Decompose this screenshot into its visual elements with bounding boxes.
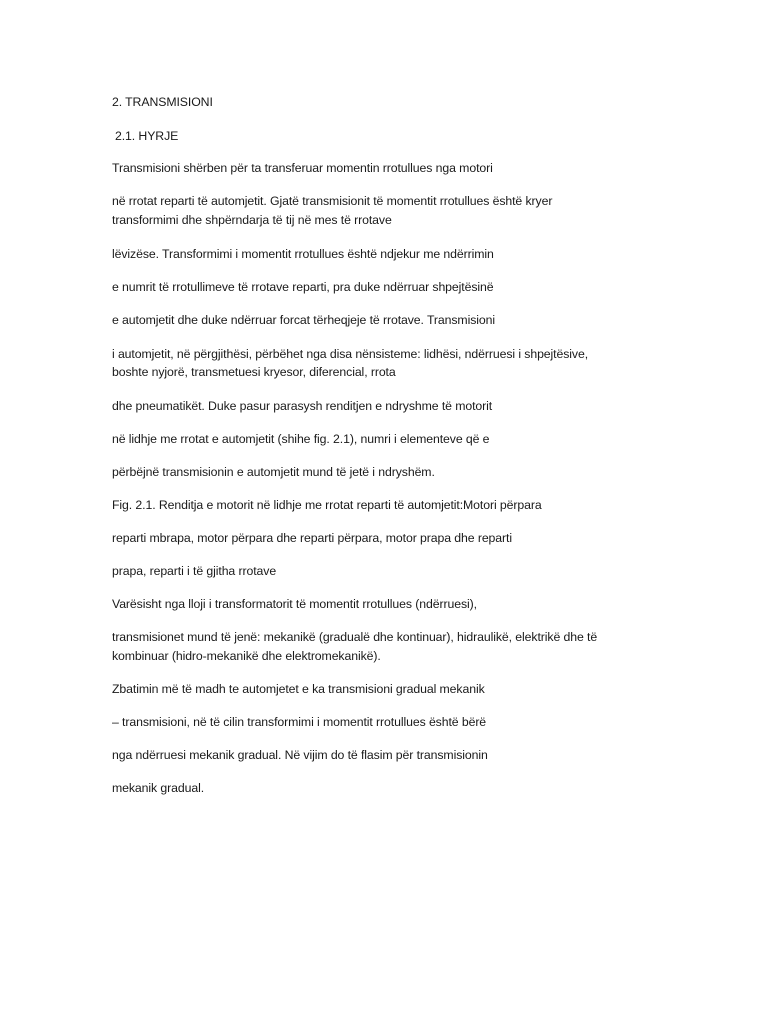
paragraph-line: mekanik gradual. [112, 781, 205, 795]
paragraph-line: Zbatimin më të madh te automjetet e ka transmisioni gradual mekanik [112, 682, 485, 696]
figure-caption-line: reparti mbrapa, motor përpara dhe reparti përpara, motor prapa dhe reparti [112, 531, 512, 545]
figure-caption-line: prapa, reparti i të gjitha rrotave [112, 564, 277, 578]
paragraph-line: e numrit të rrotullimeve të rrotave reparti, pra duke ndërruar shpejtësinë [112, 280, 494, 294]
paragraph-line: në rrotat reparti të automjetit. Gjatë transmisionit të momentit rrotullues është kryer [112, 194, 553, 208]
paragraph-line: përbëjnë transmisionin e automjetit mund të jetë i ndryshëm. [112, 465, 435, 479]
paragraph-line: kombinuar (hidro-mekanikë dhe elektromekanikë). [112, 649, 381, 663]
paragraph-line: dhe pneumatikët. Duke pasur parasysh renditjen e ndryshme të motorit [112, 399, 493, 413]
paragraph-line: lëvizëse. Transformimi i momentit rrotullues është ndjekur me ndërrimin [112, 247, 494, 261]
subsection-heading: 2.1. HYRJE [115, 129, 179, 143]
paragraph-line: transformimi dhe shpërndarja të tij në mes të rrotave [112, 213, 392, 227]
paragraph-line: – transmisioni, në të cilin transformimi i momentit rrotullues është bërë [112, 715, 487, 729]
paragraph-line: Varësisht nga lloji i transformatorit të momentit rrotullues (ndërruesi), [112, 597, 477, 611]
paragraph-line: nga ndërruesi mekanik gradual. Në vijim do të flasim për transmisionin [112, 748, 488, 762]
paragraph-line: boshte nyjorë, transmetuesi kryesor, diferencial, rrota [112, 365, 396, 379]
paragraph-line: transmisionet mund të jenë: mekanikë (gradualë dhe kontinuar), hidraulikë, elektrikë dhe të [112, 630, 598, 644]
paragraph-line: Transmisioni shërben për ta transferuar momentin rrotullues nga motori [112, 161, 493, 175]
paragraph-line: e automjetit dhe duke ndërruar forcat tërheqjeje të rrotave. Transmisioni [112, 313, 495, 327]
section-heading: 2. TRANSMISIONI [112, 95, 213, 109]
paragraph-line: i automjetit, në përgjithësi, përbëhet nga disa nënsisteme: lidhësi, ndërruesi i shpejtësive, [112, 347, 589, 361]
figure-caption-line: Fig. 2.1. Renditja e motorit në lidhje me rrotat reparti të automjetit:Motori përpara [112, 498, 542, 512]
paragraph-line: në lidhje me rrotat e automjetit (shihe fig. 2.1), numri i elementeve që e [112, 432, 490, 446]
